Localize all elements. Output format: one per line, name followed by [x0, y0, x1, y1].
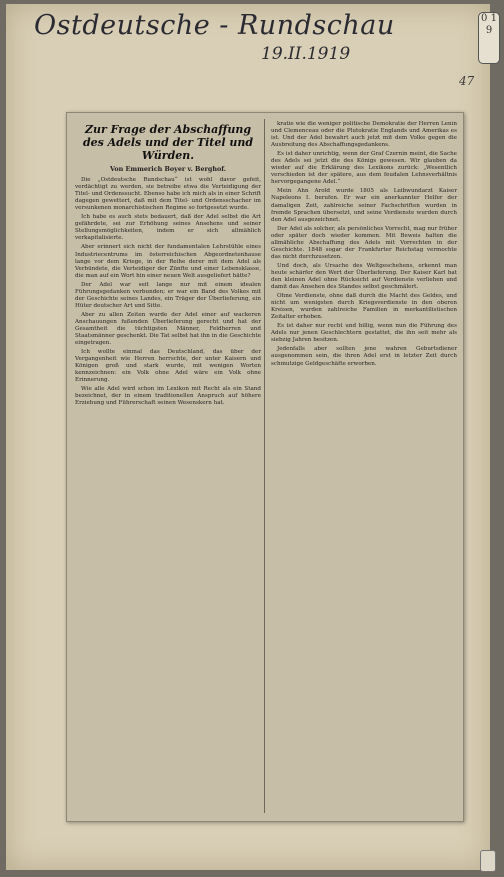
paragraph: Aber erinnert sich nicht der fundamentalen Lehrstühle eines Industriecentrums im österreichischen Abgeordnetenhause lange vor dem Kriege, in der Reihe derer mit dem Adel als Verbündete, die Verteidiger der Zünfte und einer Lebensklasse, die man auf ein Wort hin einer neuen Welt ausgeliefert hätte? [75, 244, 261, 279]
handwritten-newspaper-name: Ostdeutsche - Rundschau [34, 10, 395, 41]
bottom-tab [480, 850, 496, 872]
page-number: 47 [459, 74, 475, 88]
paragraph: Aber zu allen Zeiten wurde der Adel einer auf wackeren Anschauungen fußenden Überlieferung gerecht und hat der Gesamtheit die tüchtigsten Männer, Feldherren und Staatsmänner geschenkt. Die Tat selbst hat ihn in die Geschichte eingetragen. [75, 311, 261, 347]
paragraph: Es ist daher nur recht und billig, wenn nun die Führung des Adels nur jenen Geschlechtern gestattet, die ihn seit mehr als siebzig Jahren besitzen. [271, 323, 457, 344]
newspaper-clipping [66, 112, 464, 822]
article-column-left [75, 121, 261, 410]
paragraph: Es ist daher unrichtig, wenn der Graf Czernin meint, die Sache des Adels sei jetzt die des Königs gewesen. Wir glauben da wieder auf die Erklärung des Lexikons zurück: „Wesentlich verschieden ist der spätere, aus dem feudalen Lehnsverhältnis hervorgegangene Adel.“ [271, 151, 457, 186]
paragraph: Mein Ahn Arold wurde 1805 als Leibwundarzt Kaiser Napoleons I. berufen. Er war ein anerkannter Helfer der damaligen Zeit, zahlreiche seiner Fachschriften wurden in fremde Sprachen übersetzt, und seine Verdienste wurden durch den Adel ausgezeichnet. [271, 188, 457, 223]
paragraph: Ich habe es auch stets bedauert, daß der Adel selbst die Art gefährdete, sei zur Erhöhung seines Ansehens und seiner Stellungsmöglichkeiten, indem er sich allmählich verkapitalisierte. [75, 214, 261, 242]
article-byline: Von Emmerich Boyer v. Berghof. [109, 165, 227, 173]
paragraph: Der Adel als solcher, als persönliches Vorrecht, mag nur früher oder später doch wieder kommen. Mit Beweis halten die allmähliche Abschaffung des Adels mit Vorrechten in der Geschichte. 1848 sogar der Frankfurter Reichstag vermochte das nicht durchzusetzen. [271, 225, 457, 260]
archive-sheet [6, 4, 497, 870]
paragraph: Ich wollte einmal das Deutschland, das über der Vergangenheit wie Herren herrschte, der unter Kaisern und Königen groß und stark wurde, mit wenigen Worten kennzeichnen: ein Volk ohne Adel wäre ein Volk ohne Erinnerung. [75, 349, 261, 384]
paragraph: Und doch, als Ursache des Weltgeschehens, erkennt man heute schärfer den Wert der Überlieferung. Der Kaiser Karl hat den kleinen Adel ohne Rücksicht auf Verdienste verliehen und damit das Ansehen des Standes selbst geschmälert. [271, 262, 457, 291]
paragraph: Der Adel war seit lange nur mit einem idealen Führungsgedanken verbunden; er war ein Band des Volkes mit der Geschichte seines Landes, ein Träger der Überlieferung, ein Hüter deutscher Art und Sitte. [75, 281, 261, 309]
paragraph: Jedenfalls aber sollten jene wahren Geburtsdiener ausgenommen sein, die ihren Adel erst in letzter Zeit durch schmutzige Geldgeschäfte erworben. [271, 346, 457, 367]
article-headline: Zur Frage der Abschaffung des Adels und der Titel und Würden. [82, 123, 254, 162]
paragraph: Die „Ostdeutsche Rundschau“ ist wohl davor gefeit, verdächtigt zu werden, sie betreibe etwa die Verteidigung der Titel- und Ordenssucht. Ebenso habe ich mich als in einer Schrift dagegen gewettert, daß mit dem Titel- und Ordensschacher im versunkenen monarchistischen Regime so fortgesetzt wurde. [75, 177, 261, 212]
paragraph: kratie wie die weniger politische Demokratie der Herren Lenin und Clemenceau oder die Plutokratie Englands und Amerikas es ist. Und der Adel bewahrt auch jetzt mit dem Volke gegen die Ausbreitung des Abschaffungsgedankens. [271, 121, 457, 149]
handwritten-date: 19.II.1919 [261, 44, 351, 64]
article-column-right [271, 121, 457, 370]
paragraph: Wie alle Adel wird schon im Lexikon mit Recht als ein Stand bezeichnet, der in einem traditionellen Anspruch auf höhere Erziehung und Führerschaft seinen Wesenskern hat. [75, 386, 261, 407]
paragraph: Ohne Verdienste, ohne daß durch die Macht des Geldes, und nicht um wenigsten durch Kriegsverdienste in den oberen Kreisen, wurden zahlreiche Familien in merkantilistischen Zeitalter erhoben. [271, 293, 457, 321]
archive-tag: 0 1 9 [478, 12, 500, 64]
column-divider [264, 119, 265, 813]
